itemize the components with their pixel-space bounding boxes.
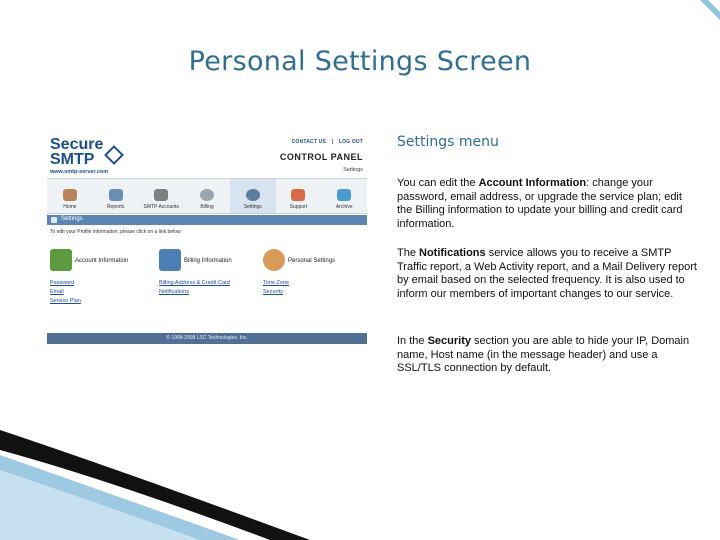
group-title-personal-settings: Personal Settings: [288, 258, 336, 264]
control-panel-title: CONTROL PANEL: [279, 152, 363, 162]
p3-bold: Security: [427, 335, 471, 347]
group-links-billing-information: [159, 279, 230, 297]
paragraph-security: [397, 335, 697, 376]
password-link[interactable]: Password: [50, 280, 75, 286]
nav-home-label: Home: [63, 204, 77, 210]
billing-icon: [200, 189, 214, 201]
email-link[interactable]: Email: [50, 289, 64, 295]
support-icon: [291, 189, 305, 201]
nav-archive[interactable]: [321, 179, 367, 213]
nav-smtp-accounts[interactable]: [138, 179, 184, 213]
reports-icon: [109, 189, 123, 201]
nav-archive-label: Archive: [335, 204, 353, 210]
paragraph-account-information: [397, 177, 697, 231]
paragraph-notifications: [397, 247, 697, 301]
nav-settings[interactable]: [230, 179, 276, 213]
nav-billing[interactable]: [184, 179, 230, 213]
service-plan-link[interactable]: Service Plan: [50, 298, 81, 304]
nav-smtp-accounts-label: SMTP Accounts: [143, 204, 180, 210]
log-out-link[interactable]: LOG OUT: [338, 139, 363, 145]
logo-text-smtp: SMTP: [50, 151, 95, 168]
settings-icon: [246, 189, 260, 201]
contact-us-link[interactable]: CONTACT US: [291, 139, 327, 145]
personal-settings-icon: [263, 249, 285, 271]
p1-after: : change your password, email address, or upgrade the service plan; edit the Billing information to update your billing and credit card information.: [397, 177, 683, 230]
group-links-personal-settings: [263, 279, 289, 297]
logo-diamond-icon: [104, 145, 124, 165]
billing-information-icon: [159, 249, 181, 271]
home-icon: [63, 189, 77, 201]
group-links-account-information: [50, 279, 81, 306]
settings-menu-title: Settings menu: [397, 134, 499, 150]
top-link-separator: |: [331, 139, 334, 145]
archive-icon: [337, 189, 351, 201]
p2-before: The: [397, 247, 420, 259]
smtp-accounts-icon: [154, 189, 168, 201]
time-zone-link[interactable]: Time Zone: [263, 280, 290, 286]
notifications-link[interactable]: Notifications: [159, 289, 189, 295]
section-bar-label: Settings: [61, 216, 83, 222]
p1-before: You can edit the: [397, 177, 479, 189]
p2-after: service allows you to receive a SMTP Traffic report, a Web Activity report, and a Mail Delivery report by email based on the selected frequency. It is also used to inform our members of important changes to our service.: [397, 247, 697, 300]
nav-billing-label: Billing: [200, 204, 214, 210]
control-panel-subtitle: Settings: [343, 167, 363, 173]
nav-reports-label: Reports: [106, 204, 125, 210]
account-information-icon: [50, 249, 72, 271]
p2-bold: Notifications: [419, 247, 486, 259]
section-bar: [47, 215, 367, 225]
instruction-text: To edit your Profile information, please click on a link below: [50, 229, 181, 235]
nav-settings-label: Settings: [243, 204, 262, 210]
p3-after: section you are able to hide your IP, Domain name, Host name (in the message header) and use a SSL/TLS connection by default.: [397, 335, 690, 374]
footer-copyright: © 1998-2008 LSC Technologies, Inc.: [47, 333, 367, 344]
p3-before: In the: [397, 335, 428, 347]
nav-support[interactable]: [276, 179, 322, 213]
p1-bold: Account Information: [478, 177, 587, 189]
nav-reports[interactable]: [93, 179, 139, 213]
slide-title: Personal Settings Screen: [188, 46, 532, 77]
group-title-billing-information: Billing Information: [184, 258, 232, 264]
main-nav: [47, 178, 367, 214]
corner-decoration-inner: [708, 0, 720, 12]
group-title-account-information: Account Information: [75, 258, 129, 264]
nav-support-label: Support: [289, 204, 308, 210]
billing-address-credit-card-link[interactable]: Billing Address & Credit Card: [159, 280, 230, 286]
security-link[interactable]: Security: [263, 289, 283, 295]
control-panel-screenshot: [47, 131, 367, 344]
logo-text-secure: Secure: [50, 136, 104, 153]
section-bar-icon: [51, 217, 57, 223]
logo-url: www.smtp-server.com: [50, 169, 109, 175]
nav-home[interactable]: [47, 179, 93, 213]
top-links: [288, 139, 363, 145]
